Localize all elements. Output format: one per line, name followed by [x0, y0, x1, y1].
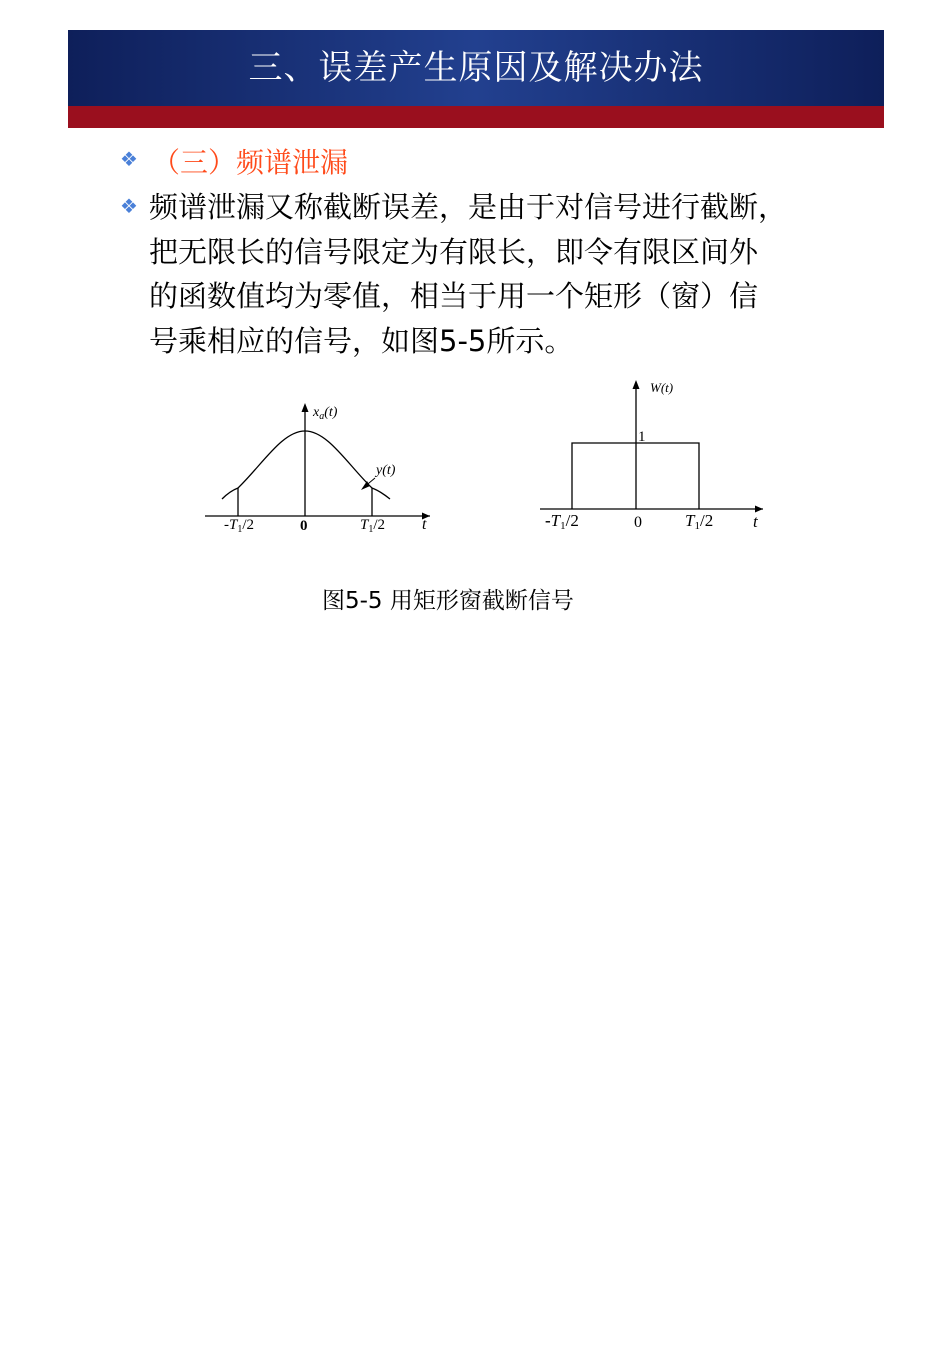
tick-label-pos-half: $T_1/2$ [360, 517, 386, 535]
figure-caption: 图5-5 用矩形窗截断信号 [322, 588, 574, 614]
paragraph-line: 把无限长的信号限定为有限长，即令有限区间外 [149, 234, 759, 269]
y-axis-arrow-icon [302, 403, 309, 412]
curve-label: y(t) [376, 463, 396, 478]
tick-label-pos-half: T1/2 [685, 511, 714, 532]
level-label: 1 [638, 429, 646, 445]
diamond-bullet-icon: ❖ [120, 147, 138, 171]
pointer-arrow-icon [361, 481, 370, 490]
signal-plot [200, 395, 440, 540]
tick-label-neg-half: -T1/2 [545, 511, 579, 532]
y-axis-label: $x_a(t)$ [313, 405, 338, 422]
paragraph-line: 的函数值均为零值，相当于用一个矩形（窗）信 [149, 279, 759, 313]
body-paragraph [149, 185, 849, 363]
x-axis-label: t [753, 512, 758, 531]
window-plot [535, 375, 775, 535]
x-axis-label: t [422, 516, 427, 533]
y-axis-label: W(t) [650, 380, 674, 395]
title-banner [68, 30, 884, 106]
tick-label-zero: 0 [300, 518, 308, 534]
page-title: 三、误差产生原因及解决办法 [248, 48, 704, 88]
tick-label-zero: 0 [634, 514, 642, 531]
tick-label-neg-half: $-T_1/2$ [224, 517, 255, 535]
section-heading: （三）频谱泄漏 [152, 146, 349, 179]
paragraph-line: 频谱泄漏又称截断误差，是由于对信号进行截断， [149, 190, 788, 224]
bell-curve [222, 431, 390, 499]
accent-bar [68, 106, 884, 128]
diamond-bullet-icon: ❖ [120, 194, 138, 218]
y-axis-arrow-icon [633, 380, 640, 389]
paragraph-line: 号乘相应的信号，如图5-5所示。 [149, 323, 574, 358]
